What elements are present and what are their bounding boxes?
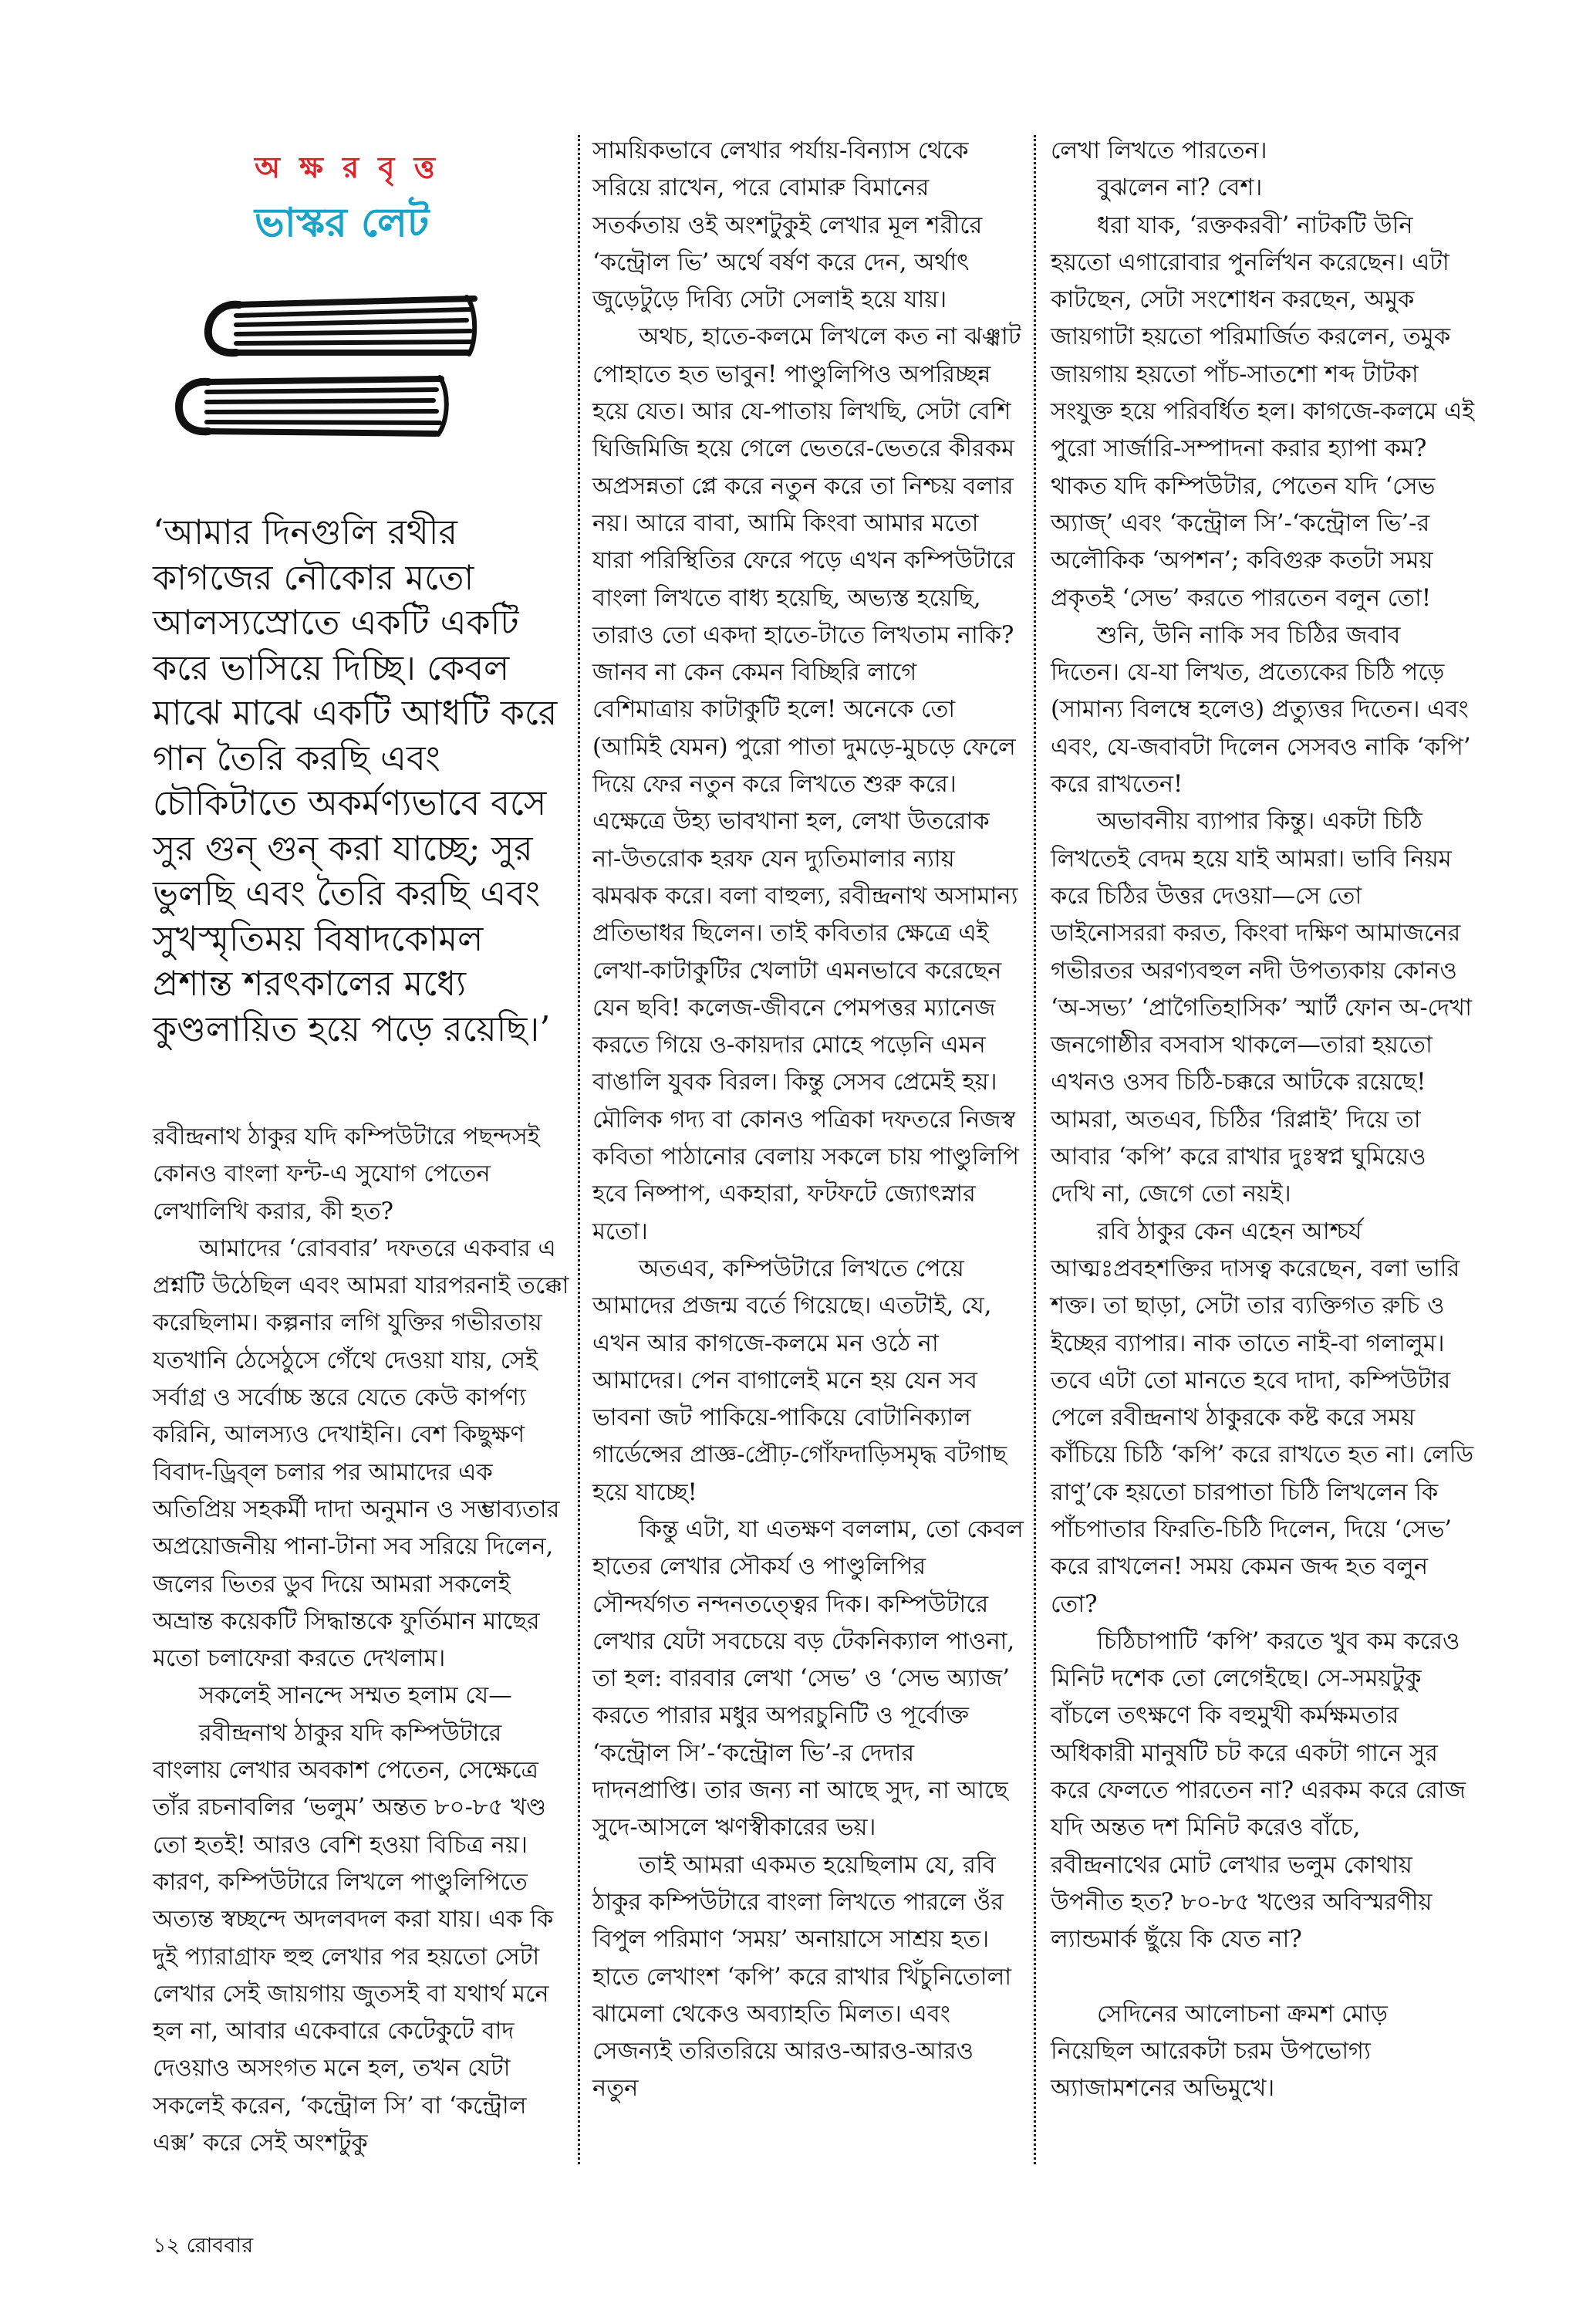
- pull-quote: ‘আমার দিনগুলি রথীর কাগজের নৌকোর মতো আলস্যস্রোতে একটি একটি করে ভাসিয়ে দিচ্ছি। কেবল মাঝে মাঝে একটি আধটি করে গান তৈরি করছি এবং চৌকিটাতে অকর্মণ্যভাবে বসে সুর গুন্‌ গুন্‌ করা যাচ্ছে; সুর ভুলছি এবং তৈরি করছি এবং সুখস্মৃতিময় বিষাদকোমল প্রশান্ত শরৎকালের মধ্যে কুণ্ডলায়িত হয়ে পড়ে রয়েছি।’: [153, 513, 558, 1049]
- paragraph: সকলেই সানন্দে সম্মত হলাম যে—: [199, 1682, 512, 1710]
- paragraph: বুঝলেন না? বেশ।: [1097, 174, 1263, 202]
- paragraph: অথচ, হাতে-কলমে লিখলে কত না ঝঞ্ঝাট পোহাতে হত ভাবুন! পাণ্ডুলিপিও অপরিচ্ছন্ন হয়ে যেত। আর যে-পাতায় লিখছি, সেটা বেশি ঘিজিমিজি হয়ে গেলে ভেতরে-ভেতরে কীরকম অপ্রসন্নতা প্লে করে নতুন করে তা নিশ্চয় বলার নয়। আরে বাবা, আমি কিংবা আমার মতো যারা পরিস্থিতির ফেরে পড়ে এখন কম্পিউটারে বাংলা লিখতে বাধ্য হয়েছি, অভ্যস্ত হয়েছি, তারাও তো একদা হাতে-টাতে লিখতাম নাকি? জানব না কেন কেমন বিচ্ছিরি লাগে বেশিমাত্রায় কাটাকুটি হলে! অনেকে তো (আমিই যেমন) পুরো পাতা দুমড়ে-মুচড়ে ফেলে দিয়ে ফের নতুন করে লিখতে শুরু করে। এক্ষেত্রে উহ্য ভাবখানা হল, লেখা উতরোক না-উতরোক হরফ যেন দ্যুতিমালার ন্যায় ঝমঝক করে। বলা বাহুল্য, রবীন্দ্রনাথ অসামান্য প্রতিভাধর ছিলেন। তাই কবিতার ক্ষেত্রে এই লেখা-কাটাকুটির খেলাটা এমনভাবে করেছেন যেন ছবি! কলেজ-জীবনে পেমপত্তর ম্যানেজ করতে গিয়ে ও-কায়দার মোহে পড়েনি এমন বাঙালি যুবক বিরল। কিন্তু সেসব প্রেমেই হয়। মৌলিক গদ্য বা কোনও পত্রিকা দফতরে নিজস্ব কবিতা পাঠানোর বেলায় সকলে চায় পাণ্ডুলিপি হবে নিষ্পাপ, একহারা, ফটফটে জ্যোৎস্নার মতো।: [592, 323, 1021, 1245]
- author-byline: ভাস্কর লেট: [255, 199, 430, 246]
- article-column-2: [592, 133, 1024, 2108]
- column-divider: [578, 135, 580, 2164]
- paragraph: অভাবনীয় ব্যাপার কিন্তু। একটা চিঠি লিখতেই বেদম হয়ে যাই আমরা। ভাবি নিয়ম করে চিঠির উত্তর দেওয়া—সে তো ডাইনোসররা করত, কিংবা দক্ষিণ আমাজনের গভীরতর অরণ্যবহুল নদী উপত্যকায় কোনও ‘অ-সভ্য’ ‘প্রাগৈতিহাসিক’ স্মার্ট ফোন অ-দেখা জনগোষ্ঠীর বসবাস থাকলে—তারা হয়তো এখনও ওসব চিঠি-চক্করে আটকে রয়েছে! আমরা, অতএব, চিঠির ‘রিপ্লাই’ দিয়ে তা আবার ‘কপি’ করে রাখার দুঃস্বপ্ন ঘুমিয়েও দেখি না, জেগে তো নয়ই।: [1051, 808, 1472, 1208]
- paragraph: তাই আমরা একমত হয়েছিলাম যে, রবি ঠাকুর কম্পিউটারে বাংলা লিখতে পারলে ওঁর বিপুল পরিমাণ ‘সময়’ অনায়াসে সাশ্রয় হত। হাতে লেখাংশ ‘কপি’ করে রাখার খিঁচুনিতোলা ঝামেলা থেকেও অব্যাহতি মিলত। এবং সেজন্যই তরিতরিয়ে আরও-আরও-আরও নতুন: [592, 1851, 1012, 2103]
- section-kicker: অ ক্ষ র বৃ ত্ত: [255, 150, 440, 184]
- paragraph: কিন্তু এটা, যা এতক্ষণ বললাম, তো কেবল হাতের লেখার সৌকর্য ও পাণ্ডুলিপির সৌন্দর্যগত নন্দনতত্ত্বের দিক। কম্পিউটারে লেখার যেটা সবচেয়ে বড় টেকনিক্যাল পাওনা, তা হল: বারবার লেখা ‘সেভ’ ও ‘সেভ অ্যাজ’ করতে পারার মধুর অপরচুনিটি ও পূর্বোক্ত ‘কন্ট্রোল সি’-‘কন্ট্রোল ভি’-র দেদার দাদনপ্রাপ্তি। তার জন্য না আছে সুদ, না আছে সুদে-আসলে ঋণস্বীকারের ভয়।: [592, 1515, 1024, 1842]
- paragraph: সাময়িকভাবে লেখার পর্যায়-বিন্যাস থেকে সরিয়ে রাখেন, পরে বোমারু বিমানের সতর্কতায় ওই অংশটুকুই লেখার মূল শরীরে ‘কন্ট্রোল ভি’ অর্থে বর্ষণ করে দেন, অর্থাৎ জুড়েটুড়ে দিব্যি সেটা সেলাই হয়ে যায়।: [592, 137, 983, 314]
- paragraph: রবি ঠাকুর কেন এহেন আশ্চর্য আত্মঃপ্রবহশক্তির দাসত্ব করেছেন, বলা ভারি শক্ত। তা ছাড়া, সেটা তার ব্যক্তিগত রুচি ও ইচ্ছের ব্যাপার। নাক তাতে নাই-বা গলালুম। তবে এটা তো মানতে হবে দাদা, কম্পিউটার পেলে রবীন্দ্রনাথ ঠাকুরকে কষ্ট করে সময় কাঁচিয়ে চিঠি ‘কপি’ করে রাখতে হত না। লেডি রাণু’কে হয়তো চারপাতা চিঠি লিখলেন কি পাঁচপাতার ফিরতি-চিঠি দিলেন, দিয়ে ‘সেভ’ করে রাখলেন! সময় কেমন জব্দ হত বলুন তো?: [1051, 1218, 1474, 1618]
- paragraph: রবীন্দ্রনাথ ঠাকুর যদি কম্পিউটারে পছন্দসই কোনও বাংলা ফন্ট-এ সুযোগ পেতেন লেখালিখি করার, কী হত?: [153, 1123, 540, 1225]
- paragraph: আমাদের ‘রোববার’ দফতরে একবার এ প্রশ্নটি উঠেছিল এবং আমরা যারপরনাই তক্কো করেছিলাম। কল্পনার লগি যুক্তির গভীরতায় যতখানি ঠেসেঠুসে গেঁথে দেওয়া যায়, সেই সর্বাগ্র ও সর্বোচ্চ স্তরে যেতে কেউ কার্পণ্য করিনি, আলস্যও দেখাইনি। বেশ কিছুক্ষণ বিবাদ-ড্রিব্‌ল চলার পর আমাদের এক অতিপ্রিয় সহকর্মী দাদা অনুমান ও সম্ভাব্যতার অপ্রয়োজনীয় পানা-টানা সব সরিয়ে দিলেন, জলের ভিতর ডুব দিয়ে আমরা সকলেই অভ্রান্ত কয়েকটি সিদ্ধান্তকে ফুর্তিমান মাছের মতো চলাফেরা করতে দেখলাম।: [153, 1235, 569, 1673]
- paragraph: অতএব, কম্পিউটারে লিখতে পেয়ে আমাদের প্রজন্ম বর্তে গিয়েছে। এতটাই, যে, এখন আর কাগজে-কলমে মন ওঠে না আমাদের। পেন বাগালেই মনে হয় যেন সব ভাবনা জট পাকিয়ে-পাকিয়ে বোটানিক্যাল গার্ডেন্সের প্রাজ্ঞ-প্রৌঢ়-গোঁফদাড়িসমৃদ্ধ বটগাছ হয়ে যাচ্ছে!: [592, 1255, 1007, 1506]
- paragraph: লেখা লিখতে পারতেন।: [1051, 137, 1267, 164]
- paragraph: সেদিনের আলোচনা ক্রমশ মোড় নিয়েছিল আরেকটা চরম উপভোগ্য অ্যাজামশনের অভিমুখে।: [1051, 2000, 1388, 2103]
- quill-pens-icon: [162, 274, 486, 463]
- paragraph: রবীন্দ্রনাথ ঠাকুর যদি কম্পিউটারে বাংলায় লেখার অবকাশ পেতেন, সেক্ষেত্রে তাঁর রচনাবলির ‘ভলুম’ অন্তত ৮০-৮৫ খণ্ড তো হতই! আরও বেশি হওয়া বিচিত্র নয়। কারণ, কম্পিউটারে লিখলে পাণ্ডুলিপিতে অত্যন্ত স্বচ্ছন্দে অদলবদল করা যায়। এক কি দুই প্যারাগ্রাফ হুহু লেখার পর হয়তো সেটা লেখার সেই জায়গায় জুতসই বা যথার্থ মনে হল না, আবার একেবারে কেটেকুটে বাদ দেওয়াও অসংগত মনে হল, তখন যেটা সকলেই করেন, ‘কন্ট্রোল সি’ বা ‘কন্ট্রোল এক্স’ করে সেই অংশটুকু: [153, 1719, 554, 2157]
- magazine-name: রোববার: [186, 2234, 254, 2258]
- page-number: ১২: [153, 2234, 181, 2258]
- article-column-3: [1051, 133, 1475, 2107]
- page-footer: [153, 2230, 253, 2265]
- paragraph: শুনি, উনি নাকি সব চিঠির জবাব দিতেন। যে-যা লিখত, প্রত্যেকের চিঠি পড়ে (সামান্য বিলম্বে হলেও) প্রত্যুত্তর দিতেন। এবং এবং, যে-জবাবটা দিলেন সেসবও নাকি ‘কপি’ করে রাখতেন!: [1051, 621, 1471, 799]
- paragraph: ধরা যাক, ‘রক্তকরবী’ নাটকটি উনি হয়তো এগারোবার পুনর্লিখন করেছেন। এটা কাটছেন, সেটা সংশোধন করছেন, অমুক জায়গাটা হয়তো পরিমার্জিত করলেন, তমুক জায়গায় হয়তো পাঁচ-সাতশো শব্দ টাটকা সংযুক্ত হয়ে পরিবর্ধিত হল। কাগজে-কলমে এই পুরো সার্জারি-সম্পাদনা করার হ্যাপা কম? থাকত যদি কম্পিউটার, পেতেন যদি ‘সেভ অ্যাজ্’ এবং ‘কন্ট্রোল সি’-‘কন্ট্রোল ভি’-র অলৌকিক ‘অপশন’; কবিগুরু কতটা সময় প্রকৃতই ‘সেভ’ করতে পারতেন বলুন তো!: [1051, 211, 1475, 612]
- column-divider: [1034, 135, 1036, 2164]
- paragraph: চিঠিচাপাটি ‘কপি’ করতে খুব কম করেও মিনিট দশেক তো লেগেইছে। সে-সময়টুকু বাঁচলে তৎক্ষণে কি বহুমুখী কর্মক্ষমতার অধিকারী মানুষটি চট করে একটা গানে সুর করে ফেলতে পারতেন না? এরকম করে রোজ যদি অন্তত দশ মিনিট করেও বাঁচে, রবীন্দ্রনাথের মোট লেখার ভলুম কোথায় উপনীত হত? ৮০-৮৫ খণ্ডের অবিস্মরণীয় ল্যান্ডমার্ক ছুঁয়ে কি যেত না?: [1051, 1627, 1466, 1954]
- article-column-1: [153, 1119, 569, 2162]
